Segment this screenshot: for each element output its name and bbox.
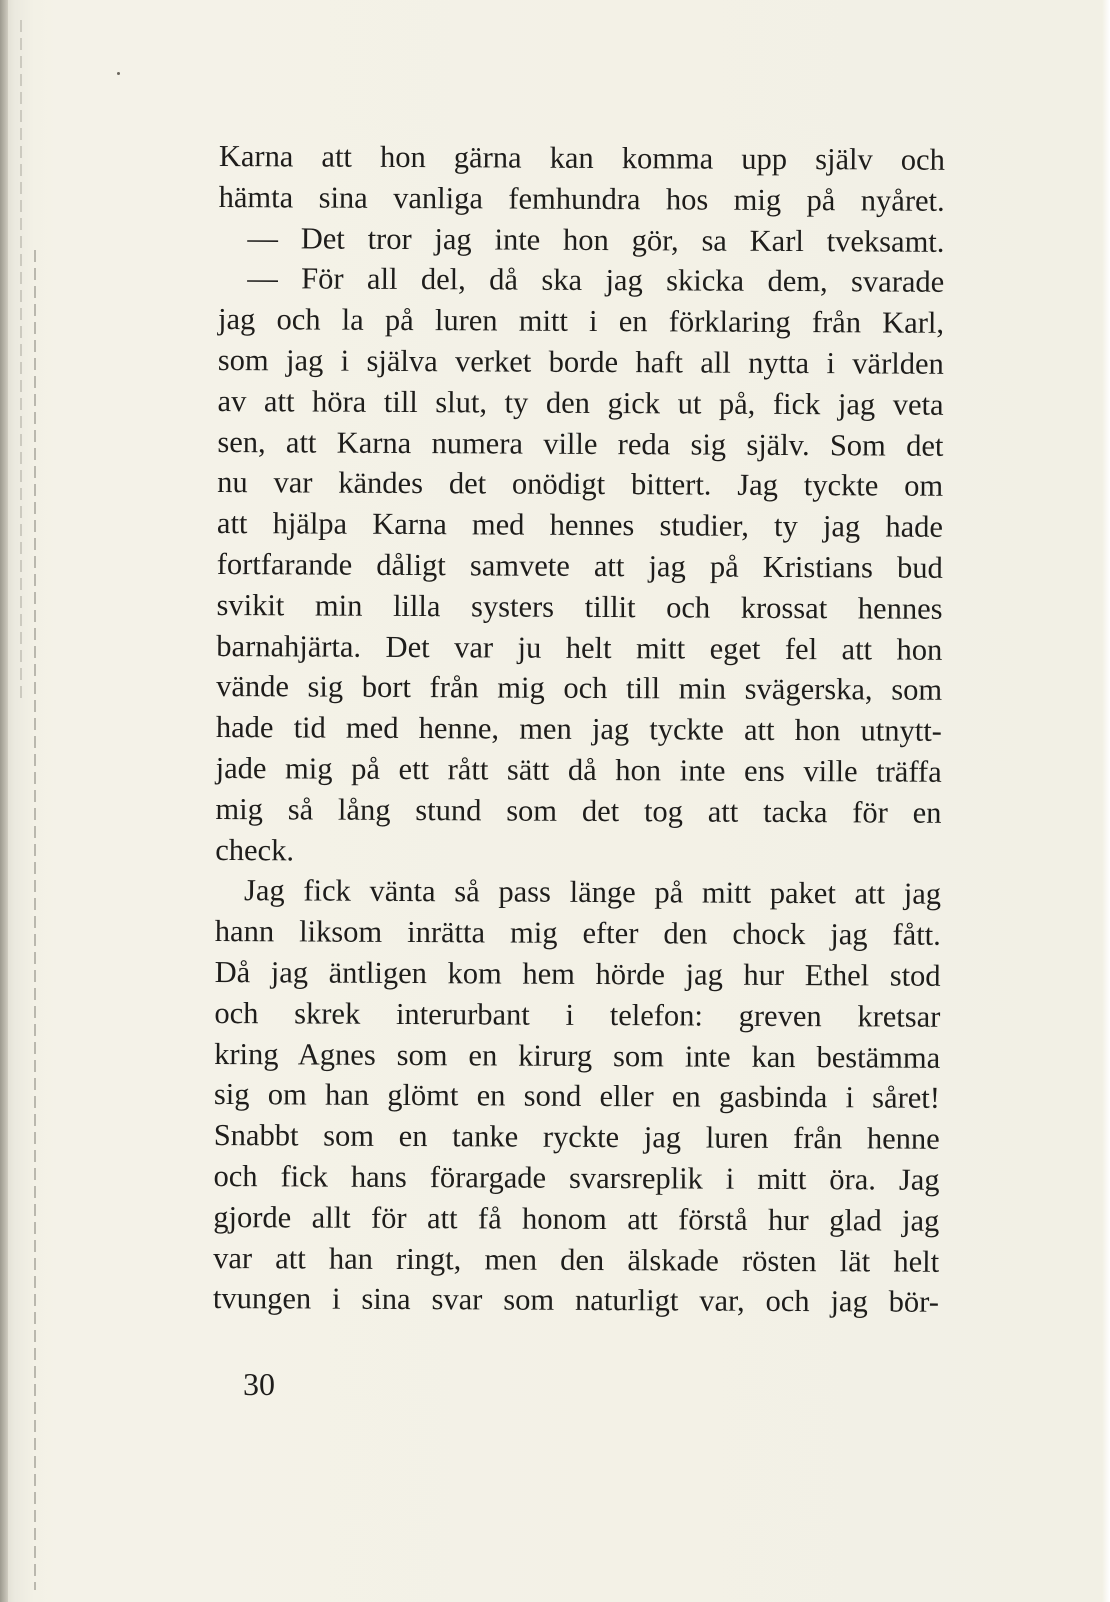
text-line: gjorde allt för att få honom att förstå hur glad jag [213,1199,940,1238]
text-line: hämta sina vanliga femhundra hos mig på nyåret. [218,179,945,218]
text-line: hade tid med henne, men jag tyckte att hon utnytt- [215,710,942,748]
text-line: sig om han glömt en sond eller en gasbinda i såret! [213,1077,941,1116]
text-line: Jag fick vänta så pass länge på mitt paket att jag [243,873,942,912]
text-line: fortfarande dåligt samvete att jag på Kristians bud [216,546,943,585]
text-line: — För all del, då ska jag skicka dem, svarade [247,261,945,300]
body-text [213,136,945,1323]
text-line: tvungen i sina svar som naturligt var, och jag bör- [212,1281,939,1320]
text-line: — Det tror jag inte hon gör, sa Karl tveksamt. [247,220,945,259]
text-line: mig så lång stund som det tog att tacka för en [215,791,942,830]
text-line: barnahjärta. Det var ju helt mitt eget fel att hon [216,628,943,667]
text-line: jag och la på luren mitt i en förklaring från Karl, [217,302,945,340]
text-line: av att höra till slut, ty den gick ut på, fick jag veta [217,383,944,422]
page-gutter-shadow [20,20,22,700]
text-line: och skrek interurbant i telefon: greven kretsar [214,995,941,1034]
text-line: vände sig bort från mig och till min svägerska, som [216,669,943,708]
text-line: svikit min lilla systers tillit och krossat hennes [216,587,943,626]
paper-speck [117,72,120,75]
text-line: kring Agnes som en kirurg som inte kan bestämma [214,1036,941,1075]
text-line: sen, att Karna numera ville reda sig själv. Som det [217,424,944,463]
page-number: 30 [243,1366,275,1402]
text-line: jade mig på ett rått sätt då hon inte ens ville träffa [215,750,942,789]
text-line: Snabbt som en tanke ryckte jag luren från henne [213,1118,940,1156]
text-line: som jag i själva verket borde haft all nytta i världen [217,342,944,381]
text-line: nu var kändes det onödigt bittert. Jag tyckte om [217,465,944,504]
text-line: Karna att hon gärna kan komma upp själv och [218,138,945,177]
text-line: check. [215,832,295,867]
text-line: hann liksom inrätta mig efter den chock jag fått. [214,914,941,952]
text-line: att hjälpa Karna med hennes studier, ty jag hade [216,506,944,544]
text-line: var att han ringt, men den älskade rösten lät helt [213,1240,940,1279]
text-line: och fick hans förargade svarsreplik i mitt öra. Jag [213,1158,940,1197]
page-binding-edge [34,250,36,1590]
text-line: Då jag äntligen kom hem hörde jag hur Ethel stod [214,954,941,993]
